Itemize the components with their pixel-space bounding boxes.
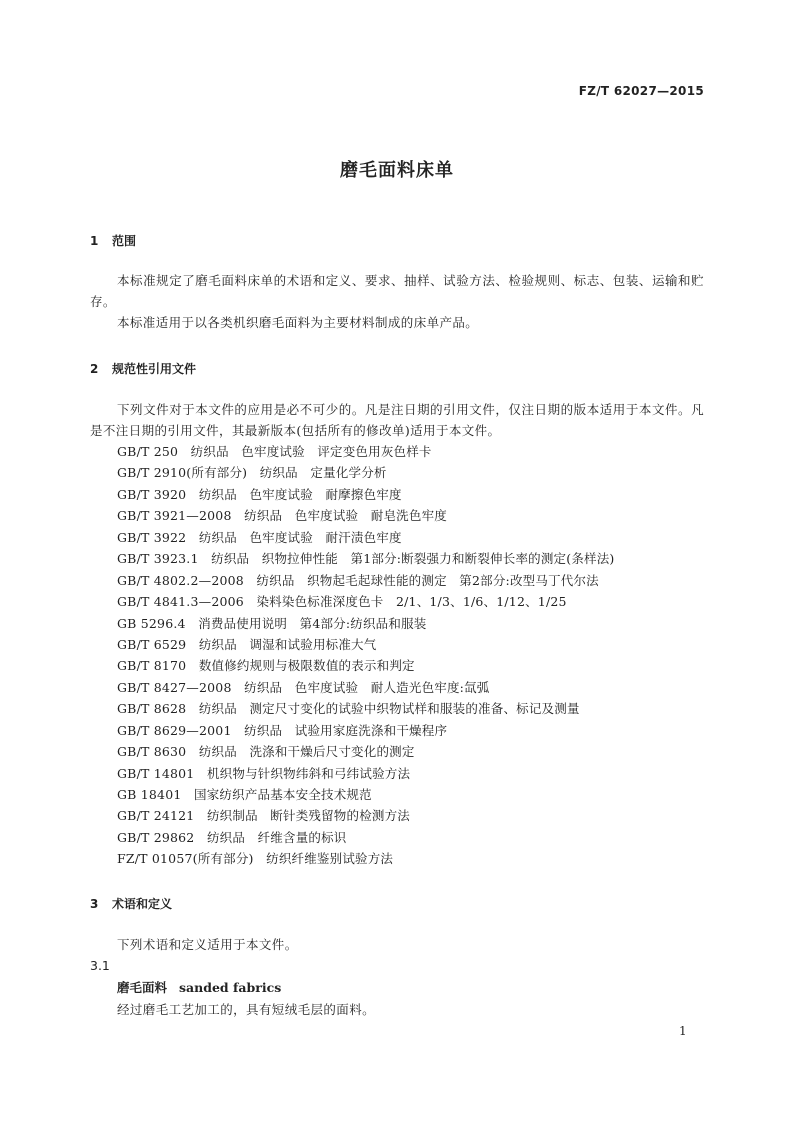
section-2-heading xyxy=(90,360,196,377)
term-number: 3.1 xyxy=(90,958,110,973)
reference-item: GB/T 3920 纺织品 色牢度试验 耐摩擦色牢度 xyxy=(117,486,402,502)
section-number: 3 xyxy=(90,897,99,911)
page-number: 1 xyxy=(679,1024,687,1038)
terms-intro: 下列术语和定义适用于本文件。 xyxy=(117,937,298,952)
reference-item: GB 18401 国家纺织产品基本安全技术规范 xyxy=(117,787,372,802)
section-title: 规范性引用文件 xyxy=(112,362,197,376)
reference-item: GB/T 3923.1 纺织品 织物拉伸性能 第1部分:断裂强力和断裂伸长率的测定(条样法) xyxy=(117,551,615,567)
reference-item: GB/T 4802.2—2008 纺织品 织物起毛起球性能的测定 第2部分:改型马丁代尔法 xyxy=(117,572,599,588)
reference-item: GB/T 14801 机织物与针织物纬斜和弓纬试验方法 xyxy=(117,765,411,781)
reference-item: GB/T 29862 纺织品 纤维含量的标识 xyxy=(117,829,347,845)
reference-item: GB/T 3922 纺织品 色牢度试验 耐汗渍色牢度 xyxy=(117,529,402,545)
reference-item: GB/T 8170 数值修约规则与极限数值的表示和判定 xyxy=(117,658,415,674)
reference-item: GB/T 8427—2008 纺织品 色牢度试验 耐人造光色牢度:氙弧 xyxy=(117,679,490,695)
reference-item: GB/T 2910(所有部分) 纺织品 定量化学分析 xyxy=(117,465,387,481)
section-number: 2 xyxy=(90,362,99,376)
reference-item: GB/T 250 纺织品 色牢度试验 评定变色用灰色样卡 xyxy=(117,444,432,459)
reference-item: GB/T 4841.3—2006 染料染色标准深度色卡 2/1、1/3、1/6、1/12、1/25 xyxy=(117,594,567,610)
scope-paragraph-2: 本标准适用于以各类机织磨毛面料为主要材料制成的床单产品。 xyxy=(117,315,479,330)
section-1-heading xyxy=(90,232,136,249)
term-definition: 经过磨毛工艺加工的，具有短绒毛层的面料。 xyxy=(117,1002,376,1017)
section-3-heading xyxy=(90,895,172,912)
reference-item: GB 5296.4 消费品使用说明 第4部分:纺织品和服装 xyxy=(117,615,427,631)
section-number: 1 xyxy=(90,234,99,248)
reference-item: GB/T 8630 纺织品 洗涤和干燥后尺寸变化的测定 xyxy=(117,744,415,760)
section-title: 范围 xyxy=(112,234,137,248)
document-title: 磨毛面料床单 xyxy=(340,160,454,181)
section-title: 术语和定义 xyxy=(112,897,173,911)
term-entry xyxy=(117,978,281,996)
term-english: sanded fabrics xyxy=(179,980,282,995)
reference-item: GB/T 3921—2008 纺织品 色牢度试验 耐皂洗色牢度 xyxy=(117,508,447,524)
reference-item: GB/T 8628 纺织品 测定尺寸变化的试验中织物试样和服装的准备、标记及测量 xyxy=(117,701,580,717)
reference-list xyxy=(117,441,615,870)
reference-item: FZ/T 01057(所有部分) 纺织纤维鉴别试验方法 xyxy=(117,851,394,867)
standard-code: FZ/T 62027—2015 xyxy=(578,84,704,98)
normative-refs-intro: 下列文件对于本文件的应用是必不可少的。凡是注日期的引用文件，仅注日期的版本适用于本文件。凡是不注日期的引用文件，其最新版本(包括所有的修改单)适用于本文件。 xyxy=(90,402,704,438)
scope-paragraph-1: 本标准规定了磨毛面料床单的术语和定义、要求、抽样、试验方法、检验规则、标志、包装、运输和贮存。 xyxy=(90,273,704,309)
term-chinese: 磨毛面料 xyxy=(117,980,168,995)
reference-item: GB/T 8629—2001 纺织品 试验用家庭洗涤和干燥程序 xyxy=(117,722,448,738)
reference-item: GB/T 24121 纺织制品 断针类残留物的检测方法 xyxy=(117,808,410,824)
reference-item: GB/T 6529 纺织品 调湿和试验用标准大气 xyxy=(117,636,377,652)
